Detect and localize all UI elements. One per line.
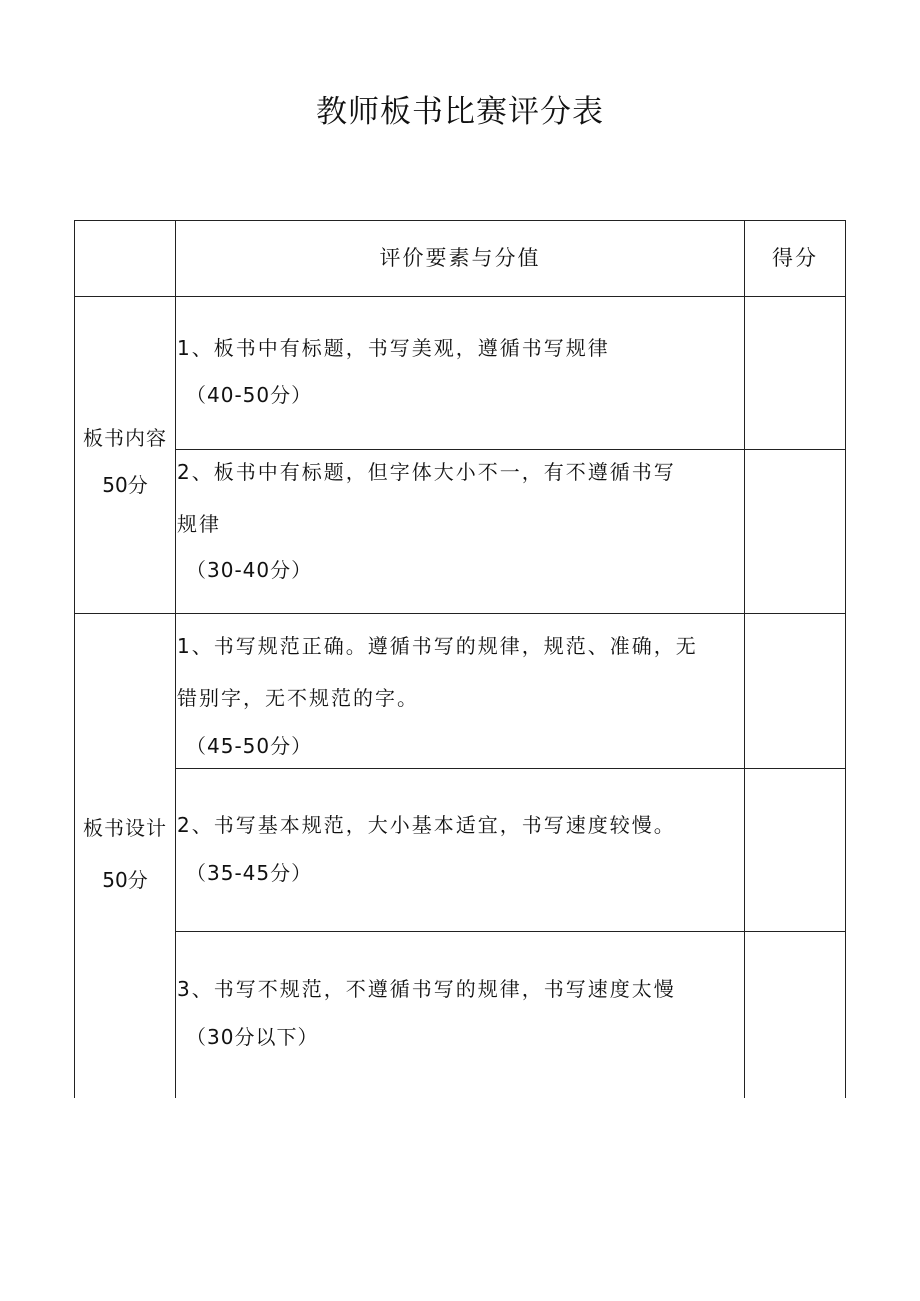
criterion-range: （45-50分） xyxy=(186,734,313,758)
header-score: 得分 xyxy=(772,246,818,270)
criterion-description xyxy=(177,632,737,736)
criterion-line: 3、书写不规范，不遵循书写的规律，书写速度太慢 xyxy=(177,977,676,1001)
table-border-top xyxy=(74,220,846,221)
score-cell[interactable] xyxy=(745,297,845,449)
category-points: 50分 xyxy=(102,473,148,497)
criterion-line: 2、板书中有标题，但字体大小不一，有不遵循书写 xyxy=(177,460,676,484)
criterion-line: 规律 xyxy=(177,512,221,536)
table-border-right xyxy=(845,220,846,1098)
criterion-range: （35-45分） xyxy=(186,861,313,885)
criterion-description xyxy=(177,975,737,1027)
criterion-line: 1、板书中有标题，书写美观，遵循书写规律 xyxy=(177,336,610,360)
score-cell[interactable] xyxy=(745,932,845,1098)
score-cell[interactable] xyxy=(745,769,845,931)
criterion-range: （40-50分） xyxy=(186,383,313,407)
criterion-line: 2、书写基本规范，大小基本适宜，书写速度较慢。 xyxy=(177,813,676,837)
category-name: 板书设计 xyxy=(83,816,167,840)
criterion-description xyxy=(177,811,737,863)
criterion-description xyxy=(177,458,737,562)
header-criteria: 评价要素与分值 xyxy=(379,246,541,270)
category-name: 板书内容 xyxy=(83,426,167,450)
criterion-range: （30分以下） xyxy=(186,1025,319,1049)
category-divider xyxy=(74,613,846,614)
table-border-left xyxy=(74,220,75,1098)
criterion-line: 错别字，无不规范的字。 xyxy=(177,686,419,710)
criterion-range: （30-40分） xyxy=(186,558,313,582)
criterion-line: 1、书写规范正确。遵循书写的规律，规范、准确，无 xyxy=(177,634,698,658)
document-title: 教师板书比赛评分表 xyxy=(316,94,604,130)
category-points: 50分 xyxy=(102,868,148,892)
table-divider-category xyxy=(175,220,176,1098)
score-cell[interactable] xyxy=(745,450,845,613)
criterion-description xyxy=(177,334,737,386)
score-cell[interactable] xyxy=(745,614,845,768)
header-row-divider xyxy=(74,296,846,297)
